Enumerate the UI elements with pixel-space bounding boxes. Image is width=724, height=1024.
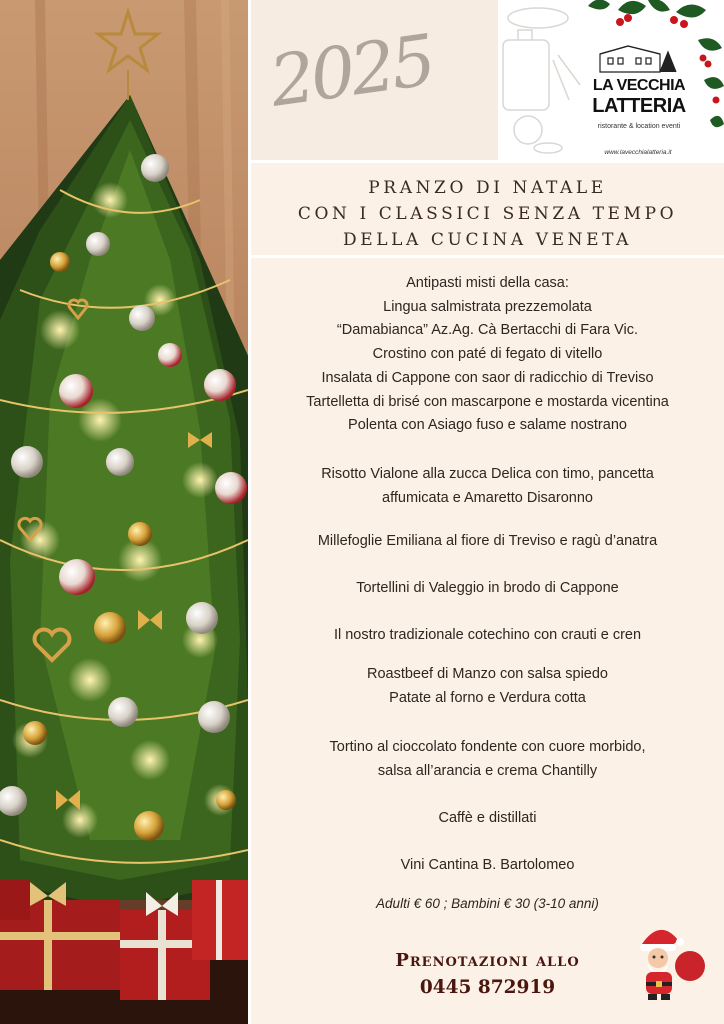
menu-section-caffe bbox=[251, 807, 724, 831]
christmas-tree-photo bbox=[0, 0, 248, 1024]
menu-line: Lingua salmistrata prezzemolata bbox=[383, 298, 592, 315]
logo-website-link[interactable]: www.lavecchialatteria.it bbox=[604, 149, 672, 156]
menu-line: Tortellini di Valeggio in brodo di Cappone bbox=[356, 580, 619, 597]
menu bbox=[251, 258, 724, 878]
menu-line: Tartelletta di brisé con mascarpone e mostarda vicentina bbox=[306, 393, 669, 410]
booking-label: Prenotazioni allo bbox=[395, 950, 580, 971]
logo-tagline: ristorante & location eventi bbox=[597, 123, 681, 130]
menu-line: Millefoglie Emiliana al fiore di Treviso e ragù d’anatra bbox=[317, 533, 658, 550]
santa-icon bbox=[622, 920, 708, 1004]
logo-box bbox=[498, 0, 724, 160]
star-topper-icon bbox=[98, 12, 158, 70]
menu-section-antipasti bbox=[251, 272, 724, 438]
logo-name-line-2: LATTERIA bbox=[592, 95, 686, 117]
menu-section-risotto bbox=[251, 463, 724, 510]
menu-line: Risotto Vialone alla zucca Delica con timo, pancetta bbox=[321, 465, 654, 482]
menu-line: Vini Cantina B. Bartolomeo bbox=[400, 856, 575, 873]
christmas-tree-illustration bbox=[0, 0, 248, 1024]
title-line: PRANZO DI NATALE bbox=[368, 178, 607, 198]
menu-line: Il nostro tradizionale cotechino con crauti e cren bbox=[333, 626, 642, 643]
menu-line: Insalata di Cappone con saor di radicchio di Treviso bbox=[321, 369, 654, 386]
food-sketch-icon bbox=[503, 8, 580, 153]
menu-section-tortellini bbox=[251, 577, 724, 601]
menu-line: Roastbeef di Manzo con salsa spiedo bbox=[366, 666, 608, 683]
menu-line: “Damabianca” Az.Ag. Cà Bertacchi di Fara Vic. bbox=[336, 322, 639, 339]
title-band bbox=[251, 160, 724, 258]
menu-line: Tortino al cioccolato fondente con cuore morbido, bbox=[329, 738, 646, 755]
menu-line: Antipasti misti della casa: bbox=[406, 275, 569, 291]
menu-section-dessert bbox=[251, 736, 724, 783]
menu-line: Crostino con paté di fegato di vitello bbox=[372, 346, 603, 363]
menu-section-millefoglie bbox=[251, 530, 724, 554]
menu-line: salsa all’arancia e crema Chantilly bbox=[377, 762, 598, 779]
logo-name-line-1: LA VECCHIA bbox=[592, 77, 686, 94]
menu-line: Caffè e distillati bbox=[438, 810, 537, 827]
menu-line: Polenta con Asiago fuso e salame nostrano bbox=[348, 417, 627, 434]
menu-section-roastbeef bbox=[251, 663, 724, 710]
menu-line: affumicata e Amaretto Disaronno bbox=[382, 489, 593, 506]
menu-line: Patate al forno e Verdura cotta bbox=[389, 690, 586, 707]
title-line: DELLA CUCINA VENETA bbox=[343, 230, 632, 250]
menu-section-cotechino bbox=[251, 624, 724, 648]
year-script: 2025 bbox=[265, 19, 438, 123]
title-line: CON I CLASSICI SENZA TEMPO bbox=[297, 204, 678, 224]
logo-building-icon bbox=[600, 46, 676, 72]
menu-section-vini bbox=[251, 854, 724, 878]
prices: Adulti € 60 ; Bambini € 30 (3-10 anni) bbox=[376, 896, 599, 911]
booking-phone[interactable]: 0445 872919 bbox=[419, 977, 556, 998]
